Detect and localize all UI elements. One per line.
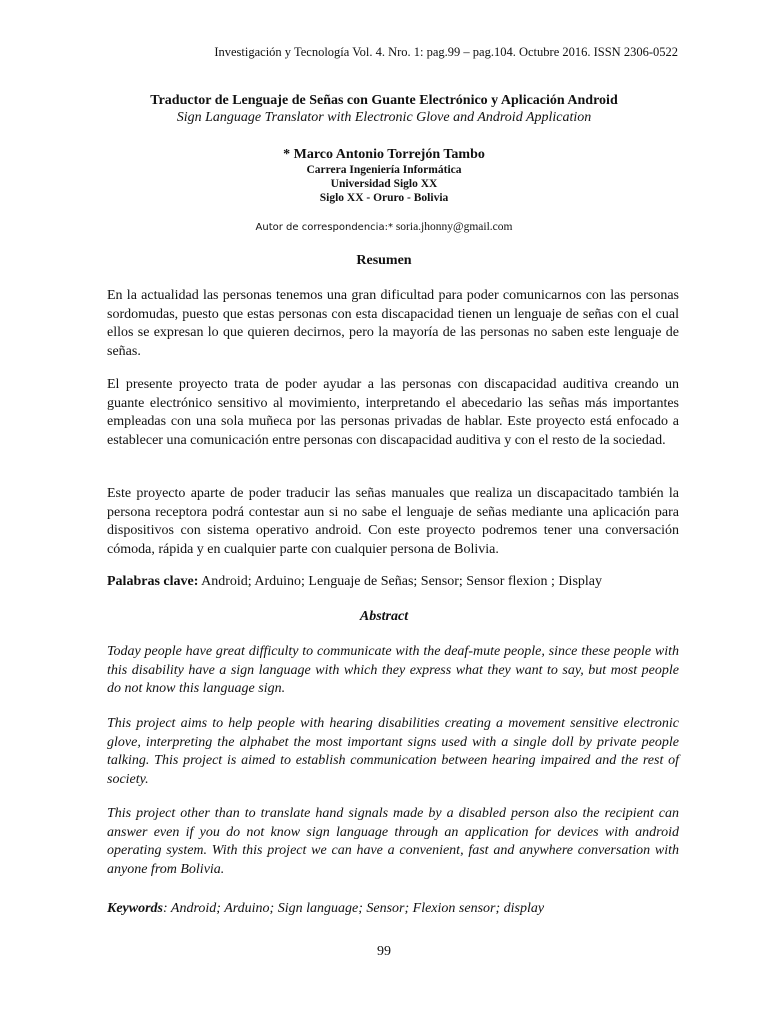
correspondence-email: soria.jhonny@gmail.com [395,221,513,233]
palabras-clave-line [107,573,679,592]
correspondence-line [0,221,768,233]
abstract-paragraph-2: This project aims to help people with hearing disabilities creating a movement sensitive electronic glove, interpreting the alphabet the most important signs used with a single doll by private people talking. This project is aimed to establish communication between hearing impaired and the rest of society. [107,716,679,787]
resumen-paragraph-3: Este proyecto aparte de poder traducir las señas manuales que realiza un discapacitado también la persona receptora podrá contestar aun si no sabe el lenguaje de señas mediante una aplicación para dispositivos con sistema operativo android. Con este proyecto podremos tener una conversación cómoda, rápida y en cualquier parte con cualquier persona de Bolivia. [107,486,679,557]
palabras-clave-values: Android; Arduino; Lenguaje de Señas; Sensor; Sensor flexion ; Display [198,574,602,589]
affiliation-university: Universidad Siglo XX [330,178,438,190]
resumen-heading: Resumen [356,253,412,268]
keywords-label: Keywords [107,901,163,916]
page-number: 99 [377,944,391,959]
abstract-paragraph-1: Today people have great difficulty to communicate with the deaf-mute people, since these people with this disability have a sign language with which they express what they want to say, but most people do not know this language sign. [107,644,679,696]
author-name: * Marco Antonio Torrejón Tambo [283,147,485,162]
running-header: Investigación y Tecnología Vol. 4. Nro. 1: pag.99 – pag.104. Octubre 2016. ISSN 2306-0522 [214,45,678,59]
resumen-paragraph-1: En la actualidad las personas tenemos una gran dificultad para poder comunicarnos con las personas sordomudas, puesto que estas personas con esta discapacidad tienen un lenguaje de señas con el cual ellos se expresan lo que quieren decirnos, pero la mayoría de las personas no saben este lenguaje de señas. [107,288,679,359]
affiliation-location: Siglo XX - Oruro - Bolivia [319,192,449,204]
keywords-values: : Android; Arduino; Sign language; Sensor; Flexion sensor; display [163,901,545,916]
abstract-paragraph-3: This project other than to translate hand signals made by a disabled person also the recipient can answer even if you do not know sign language through an application for devices with android operating system. With this project we can have a convenient, fast and anywhere conversation with anyone from Bolivia. [107,806,679,877]
abstract-heading: Abstract [359,609,409,624]
keywords-line [107,900,679,919]
title-english: Sign Language Translator with Electronic Glove and Android Application [176,110,592,125]
affiliation-department: Carrera Ingeniería Informática [306,164,462,176]
title-spanish: Traductor de Lenguaje de Señas con Guante Electrónico y Aplicación Android [150,93,618,108]
palabras-clave-label: Palabras clave: [107,574,199,589]
correspondence-label: Autor de correspondencia:* [255,222,393,233]
resumen-paragraph-2: El presente proyecto trata de poder ayudar a las personas con discapacidad auditiva creando un guante electrónico sensitivo al movimiento, interpretando el abecedario las señas más importantes empleadas con una sola muñeca por las personas privadas de hablar. Este proyecto está enfocado a establecer una comunicación entre personas con discapacidad auditiva y con el resto de la sociedad. [107,377,679,448]
